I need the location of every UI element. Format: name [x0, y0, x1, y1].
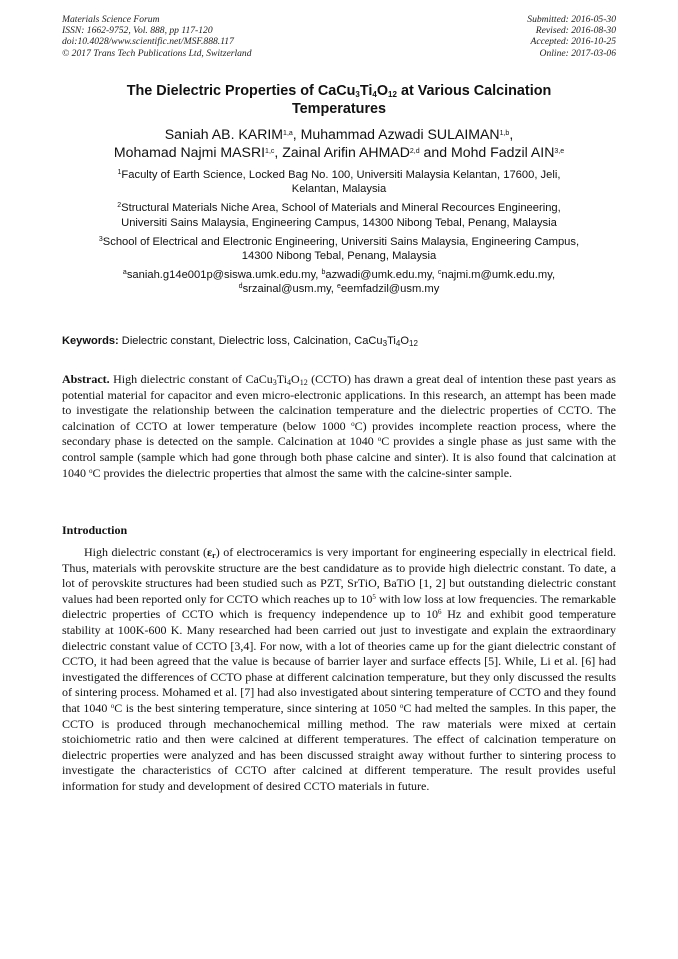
journal-doi: doi:10.4028/www.scientific.net/MSF.888.117: [62, 36, 234, 48]
date-online: Online: 2017-03-06: [539, 47, 616, 59]
affiliation-1: $^1$Faculty of Earth Science, Locked Bag No. 100, Universiti Malaysia Kelantan, 17600, Jeli, Kelantan, Malaysia: [117, 169, 561, 196]
publication-dates: [527, 14, 616, 59]
affiliation-2: $^2$Structural Materials Niche Area, School of Materials and Mineral Recources Engineering, Universiti Sains Malaysia, Engineering Campus, 14300 Nibong Tebal, Penang, Malaysia: [117, 202, 561, 229]
author-line-2: Mohamad Najmi MASRI$^{1,c}$, Zainal Arifin AHMAD$^{2,d}$ and Mohd Fadzil AIN$^{3,e}$: [113, 144, 565, 160]
journal-header: [62, 14, 616, 59]
author-list: [62, 125, 616, 161]
email-e[interactable]: eemfadzil@usm.my: [340, 283, 440, 296]
author-emails: $^a$saniah.g14e001p@siswa.umk.edu.my, $^b$azwadi@umk.edu.my, $^c$najmi.m@umk.edu.my, $^d$srzainal@usm.my, $^e$eemfadzil@usm.my: [122, 269, 556, 296]
date-revised: Revised: 2016-08-30: [535, 25, 616, 37]
journal-issn: ISSN: 1662-9752, Vol. 888, pp 117-120: [62, 25, 213, 37]
affiliation-3: $^3$School of Electrical and Electronic Engineering, Universiti Sains Malaysia, Engineering Campus, 14300 Nibong Tebal, Penang, Malaysia: [98, 235, 580, 263]
journal-info: [62, 14, 252, 59]
introduction-paragraph: High dielectric constant $(\varepsilon_r)$ of electroceramics is very important for engineering especially in electrical field. Thus, materials with perovskite structure are the best candidature as to provide high dielectric constant. To date, a lot of perovskite structures had been studied such as PZT, SrTiO, BaTiO [1, 2] but outstanding dielectric constant values had been reported only for CCTO which reaches up to $10^5$ with low loss at low frequencies. The remarkable dielectric properties of CCTO which is frequency independence up to $10^6$ Hz and exhibit good temperature stability at 100K-600 K. Many researched had been carried out just to investigate and explain the extraordinary dielectric constant value of CCTO [3,4]. For now, with a lot of theories came up for the giant dielectric constant of CCTO, it had been agreed that the value is because of barrier layer and surface effects [5]. While, Li et al. [6] had investigated the differences of CCTO phase at different calcination temperature, but they only discussed the results of sintering process. Mohamed et al. [7] had also investigated about sintering temperature of CCTO and they found that 1040 $^o$C is the best sintering temperature, since sintering at 1050 $^o$C had melted the samples. In this paper, the CCTO is produced through mechanochemical milling method. The raw materials were mixed at certain stoichiometric ratio and then were calcined at different temperatures. The effect of calcination temperature on dielectric properties were analyzed and has been discussed straight away without further to sintering process to investigate the characteristics of CCTO after calcined at different temperature. The result provides useful information for study and development of desired CCTO materials in future.: [62, 545, 617, 793]
abstract: Abstract. High dielectric constant of $CaCu_3Ti_4O_{12}$ (CCTO) has drawn a great deal of intention these past years as potential material for capacitor and even micro-electronic applications. In this research, an attempt has been made to investigate the relationship between the calcination temperature and the dielectric properties of CCTO. The calcination of CCTO at lower temperature (below 1000 $^o$C) provides incomplete reaction process, where the secondary phase is detected on the sample. Calcination at 1040 $^o$C provides a single phase as just same with the control sample (sample which had gone through both phase calcine and sinter). It is also found that calcination at 1040 $^o$C provides the dielectric properties that almost the same with the calcine-sinter sample.: [62, 372, 616, 480]
affiliations: [62, 168, 616, 297]
keywords-label: Keywords:: [62, 335, 119, 347]
keywords: Keywords: Dielectric constant, Dielectric loss, Calcination, $CaCu_3Ti_4O_{12}$: [62, 335, 418, 348]
paper-title: [62, 82, 616, 118]
date-submitted: Submitted: 2016-05-30: [527, 14, 616, 25]
author-line-1: Saniah AB. KARIM$^{1,a}$, Muhammad Azwadi SULAIMAN$^{1,b}$,: [164, 126, 514, 142]
introduction-heading: Introduction: [62, 523, 128, 537]
title-line-1: The Dielectric Properties of $CaCu_3Ti_4O_{12}$ at Various Calcination: [126, 83, 552, 99]
email-b[interactable]: azwadi@umk.edu.my,: [325, 269, 438, 282]
abstract-label: Abstract.: [62, 372, 110, 386]
email-c[interactable]: najmi.m@umk.edu.my,: [441, 269, 556, 282]
date-accepted: Accepted: 2016-10-25: [530, 36, 616, 48]
journal-copyright: © 2017 Trans Tech Publications Ltd, Switzerland: [62, 47, 252, 59]
journal-name: Materials Science Forum: [62, 14, 160, 25]
title-line-2: Temperatures: [291, 101, 387, 117]
email-a[interactable]: saniah.g14e001p@siswa.umk.edu.my,: [126, 269, 322, 282]
email-d[interactable]: srzainal@usm.my,: [242, 283, 338, 296]
